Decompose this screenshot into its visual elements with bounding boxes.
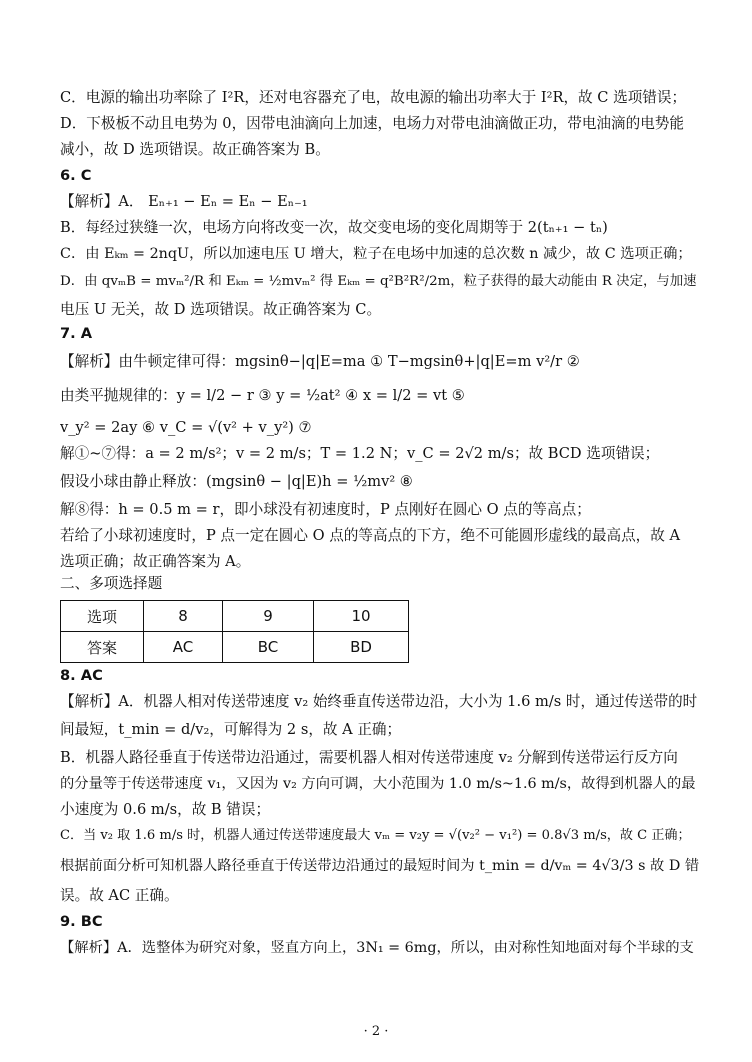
table-cell: 选项 [61,601,144,632]
question-number: 7. A [60,325,93,342]
text-line: 选项正确；故正确答案为 A。 [60,553,251,570]
text-line: 假设小球由静止释放：(mgsinθ − |q|E)h = ½mv² ⑧ [60,473,413,490]
text-line: 解⑧得：h = 0.5 m = r，即小球没有初速度时，P 点刚好在圆心 O 点的等高点； [60,501,591,518]
text-line: B．机器人路径垂直于传送带边沿通过，需要机器人相对传送带速度 v₂ 分解到传送带运行反方向 [60,749,678,766]
table-cell: 10 [314,601,409,632]
text-line: v_y² = 2ay ⑥ v_C = √(v² + v_y²) ⑦ [60,419,312,436]
text-line: 由类平抛规律的：y = l/2 − r ③ y = ½at² ④ x = l/2 = vt ⑤ [60,387,465,404]
question-number: 9. BC [60,913,103,930]
table-cell: AC [144,632,223,663]
text-line: 解①~⑦得：a = 2 m/s²；v = 2 m/s；T = 1.2 N；v_C = 2√2 m/s；故 BCD 选项错误； [60,445,660,462]
table-cell: 8 [144,601,223,632]
text-line: 减小，故 D 选项错误。故正确答案为 B。 [60,141,330,158]
table-cell: 9 [223,601,314,632]
text-line: 【解析】A．选整体为研究对象，竖直方向上，3N₁ = 6mg，所以，由对称性知地面对每个半球的支 [60,940,694,956]
text-line: 若给了小球初速度时，P 点一定在圆心 O 点的等高点的下方，绝不可能圆形虚线的最高点，故 A [60,527,681,544]
text-line: C．当 v₂ 取 1.6 m/s 时，机器人通过传送带速度最大 vₘ = v₂y = √(v₂² − v₁²) = 0.8√3 m/s，故 C 正确； [60,828,691,843]
page-number: · 2 · [363,1024,389,1039]
text-line: 小速度为 0.6 m/s，故 B 错误； [60,801,271,818]
section-heading: 二、多项选择题 [60,575,163,592]
table-row [61,632,409,663]
text-line: D．下极板不动且电势为 0，因带电油滴向上加速，电场力对带电油滴做正功，带电油滴的电势能 [60,115,684,132]
table-cell: BD [314,632,409,663]
text-line: C．由 Eₖₘ = 2nqU，所以加速电压 U 增大，粒子在电场中加速的总次数 n 减少，故 C 选项正确； [60,246,692,262]
text-line: 间最短，t_min = d/v₂，可解得为 2 s，故 A 正确； [60,721,402,738]
text-line: 【解析】A． Eₙ₊₁ − Eₙ = Eₙ − Eₙ₋₁ [60,193,308,210]
text-line: B．每经过狭缝一次，电场方向将改变一次，故交变电场的变化周期等于 2(tₙ₊₁ − tₙ) [60,219,608,236]
table-cell: 答案 [61,632,144,663]
text-line: 误。故 AC 正确。 [60,887,179,904]
text-line: D．由 qvₘB = mvₘ²/R 和 Eₖₘ = ½mvₘ² 得 Eₖₘ = q²B²R²/2m，粒子获得的最大动能由 R 决定，与加速 [60,274,697,289]
text-line: C．电源的输出功率除了 I²R，还对电容器充了电，故电源的输出功率大于 I²R，故 C 选项错误； [60,89,687,106]
text-line: 【解析】由牛顿定律可得：mgsinθ−|q|E=ma ① T−mgsinθ+|q|E=m v²/r ② [60,353,580,370]
text-line: 根据前面分析可知机器人路径垂直于传送带边沿通过的最短时间为 t_min = d/vₘ = 4√3/3 s 故 D 错 [60,858,700,874]
text-line: 电压 U 无关，故 D 选项错误。故正确答案为 C。 [60,301,382,318]
answer-table [60,600,409,663]
table-cell: BC [223,632,314,663]
table-row [61,601,409,632]
question-number: 8. AC [60,667,103,684]
question-number: 6. C [60,167,92,184]
text-line: 的分量等于传送带速度 v₁，又因为 v₂ 方向可调，大小范围为 1.0 m/s~1.6 m/s，故得到机器人的最 [60,776,696,792]
text-line: 【解析】A．机器人相对传送带速度 v₂ 始终垂直传送带边沿，大小为 1.6 m/s 时，通过传送带的时 [60,693,698,710]
